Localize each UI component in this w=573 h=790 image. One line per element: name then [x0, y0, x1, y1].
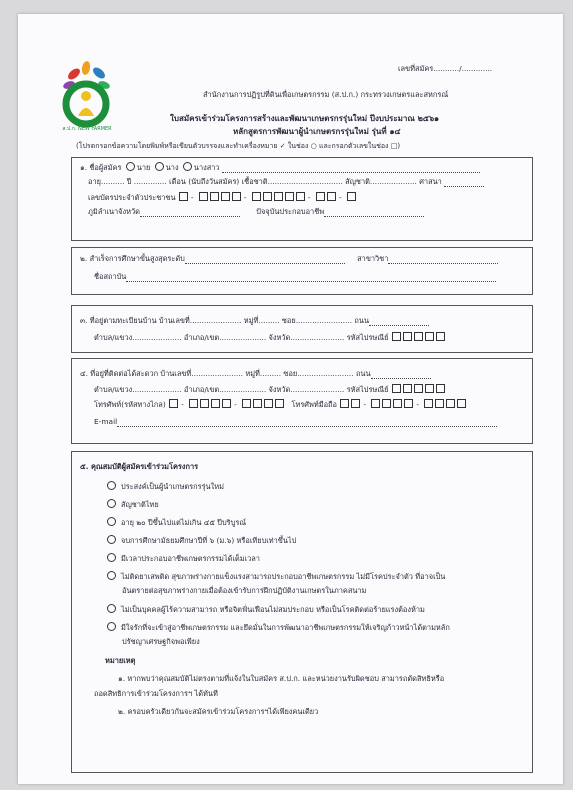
- phone-digit-box[interactable]: [211, 399, 220, 408]
- registered-road-field[interactable]: [369, 317, 429, 326]
- phone-digit-box[interactable]: [264, 399, 273, 408]
- criterion-checkbox[interactable]: [107, 481, 116, 490]
- postal-digit-box[interactable]: [414, 332, 423, 341]
- criterion-text: จบการศึกษามัธยมศึกษาปีที่ ๖ (ม.๖) หรือเทียบเท่าขึ้นไป: [121, 536, 297, 545]
- criterion-item: [105, 535, 296, 546]
- phone-row: โทรศัพท์(รหัสทางไกล) - - โทรศัพท์มือถือ - -: [94, 399, 467, 410]
- section-3-box: [71, 305, 533, 353]
- id-digit-box[interactable]: [179, 192, 188, 201]
- criterion-checkbox[interactable]: [107, 622, 116, 631]
- postal-digit-box[interactable]: [403, 384, 412, 393]
- id-digit-box[interactable]: [274, 192, 283, 201]
- phone-label: โทรศัพท์(รหัสทางไกล): [94, 400, 166, 409]
- contact-address-label: ๔. ที่อยู่ที่ติดต่อได้สะดวก บ้านเลขที่...................... หมู่ที่......... ซอย........................ ถนน: [80, 369, 371, 378]
- postal-digit-box[interactable]: [425, 332, 434, 341]
- id-digit-box[interactable]: [221, 192, 230, 201]
- criterion-item: [105, 571, 445, 582]
- id-digit-box[interactable]: [347, 192, 356, 201]
- postal-digit-box[interactable]: [392, 332, 401, 341]
- postal-digit-box[interactable]: [392, 384, 401, 393]
- qualifications-heading: ๕. คุณสมบัติผู้สมัครเข้าร่วมโครงการ: [80, 462, 199, 471]
- phone-digit-box[interactable]: [253, 399, 262, 408]
- registered-subdistrict-row: [94, 332, 446, 343]
- id-card-row: เลขบัตรประจำตัวประชาชน - - - -: [88, 192, 357, 203]
- criterion-item: [105, 517, 246, 528]
- criterion-checkbox[interactable]: [107, 571, 116, 580]
- application-form-page: [18, 14, 563, 784]
- education-label: ๒. สำเร็จการศึกษาขั้นสูงสุดระดับ: [80, 254, 185, 263]
- email-row: [94, 417, 497, 427]
- phone-digit-box[interactable]: [222, 399, 231, 408]
- email-label: E-mail: [94, 417, 118, 426]
- id-digit-box[interactable]: [199, 192, 208, 201]
- age-nationality-label: อายุ.......... ปี .............. เดือน (นับถึงวันสมัคร) เชื้อชาติ................................ สัญชาติ.................... ศาสนา: [88, 177, 442, 186]
- registered-address-row: [80, 316, 429, 326]
- phone-digit-box[interactable]: [275, 399, 284, 408]
- title-mr-label: นาย: [136, 163, 151, 172]
- occupation-label: ปัจจุบันประกอบอาชีพ: [256, 207, 325, 216]
- criterion-text: ประสงค์เป็นผู้นำเกษตรกรรุ่นใหม่: [121, 482, 224, 491]
- criterion-checkbox[interactable]: [107, 517, 116, 526]
- mobile-digit-box[interactable]: [424, 399, 433, 408]
- education-row: [80, 254, 498, 264]
- criterion-text: อายุ ๒๐ ปีขึ้นไปแต่ไม่เกิน ๔๕ ปีบริบูรณ์: [121, 518, 247, 527]
- criterion-text: สัญชาติไทย: [121, 500, 159, 509]
- hometown-row: [88, 207, 424, 217]
- criterion-item: [105, 622, 450, 633]
- criterion-text: ไม่เป็นบุคคลผู้ไร้ความสามารถ หรือจิตฟั่นเฟือนไม่สมประกอบ หรือเป็นโรคติดต่อร้ายแรงต้องห้าม: [121, 605, 425, 614]
- registered-subdistrict-label: ตำบล/แขวง..................... อำเภอ/เขต.................... จังหวัด....................... รหัสไปรษณีย์: [94, 333, 389, 342]
- mobile-digit-box[interactable]: [404, 399, 413, 408]
- id-digit-box[interactable]: [232, 192, 241, 201]
- criterion-item: [105, 604, 425, 615]
- institution-field[interactable]: [126, 273, 496, 282]
- note-1: ๑. หากพบว่าคุณสมบัติไม่ตรงตามที่แจ้งในใบสมัคร ส.ป.ก. และหน่วยงานรับผิดชอบ สามารถตัดสิทธิหรือ: [118, 674, 445, 683]
- mobile-digit-box[interactable]: [393, 399, 402, 408]
- institution-row: [94, 272, 496, 282]
- criterion-item: [105, 553, 260, 564]
- postal-digit-box[interactable]: [414, 384, 423, 393]
- form-title: ใบสมัครเข้าร่วมโครงการสร้างและพัฒนาเกษตรกรรุ่นใหม่ ปีงบประมาณ ๒๕๖๑: [170, 114, 440, 123]
- age-row: [88, 177, 484, 187]
- id-digit-box[interactable]: [285, 192, 294, 201]
- phone-digit-box[interactable]: [189, 399, 198, 408]
- major-field[interactable]: [388, 255, 498, 264]
- note-2: ๒. ครอบครัวเดียวกันจะสมัครเข้าร่วมโครงการฯได้เพียงคนเดียว: [118, 707, 319, 716]
- postal-digit-box[interactable]: [436, 332, 445, 341]
- applicant-name-label: ๑. ชื่อผู้สมัคร: [80, 163, 122, 172]
- title-mr-radio[interactable]: [126, 162, 135, 171]
- title-mrs-label: นาง: [165, 163, 179, 172]
- contact-subdistrict-label: ตำบล/แขวง..................... อำเภอ/เขต.................... จังหวัด....................... รหัสไปรษณีย์: [94, 385, 389, 394]
- mobile-digit-box[interactable]: [340, 399, 349, 408]
- applicant-name-field[interactable]: [222, 164, 480, 173]
- mobile-digit-box[interactable]: [351, 399, 360, 408]
- contact-road-field[interactable]: [371, 370, 431, 379]
- postal-digit-box[interactable]: [436, 384, 445, 393]
- institution-label: ชื่อสถาบัน: [94, 272, 127, 281]
- occupation-field[interactable]: [324, 208, 424, 217]
- criterion-checkbox[interactable]: [107, 604, 116, 613]
- postal-digit-box[interactable]: [403, 332, 412, 341]
- phone-digit-box[interactable]: [169, 399, 178, 408]
- id-digit-box[interactable]: [252, 192, 261, 201]
- title-miss-label: นางสาว: [193, 163, 220, 172]
- mobile-digit-box[interactable]: [446, 399, 455, 408]
- contact-address-row: [80, 369, 431, 379]
- logo-caption: ส.ป.ก. NEW FARMER: [62, 126, 112, 132]
- id-digit-box[interactable]: [210, 192, 219, 201]
- mobile-label: โทรศัพท์มือถือ: [291, 400, 337, 409]
- id-digit-box[interactable]: [327, 192, 336, 201]
- agency-line: สำนักงานการปฏิรูปที่ดินเพื่อเกษตรกรรม (ส.ป.ก.) กระทรวงเกษตรและสหกรณ์: [203, 90, 449, 99]
- email-field[interactable]: [117, 418, 497, 427]
- id-digit-box[interactable]: [263, 192, 272, 201]
- hometown-field[interactable]: [140, 208, 240, 217]
- postal-digit-box[interactable]: [425, 384, 434, 393]
- mobile-digit-box[interactable]: [371, 399, 380, 408]
- id-digit-box[interactable]: [316, 192, 325, 201]
- form-subtitle: หลักสูตรการพัฒนาผู้นำเกษตรกรรุ่นใหม่ รุ่นที่ ๑๔: [233, 127, 401, 136]
- religion-field[interactable]: [444, 178, 484, 187]
- phone-digit-box[interactable]: [242, 399, 251, 408]
- mobile-digit-box[interactable]: [382, 399, 391, 408]
- hometown-label: ภูมิลำเนาจังหวัด: [88, 207, 140, 216]
- note-1-continuation: ถอดสิทธิการเข้าร่วมโครงการฯ ได้ทันที: [94, 689, 218, 698]
- major-label: สาขาวิชา: [357, 254, 389, 263]
- criterion-text: มีใจรักที่จะเข้าสู่อาชีพเกษตรกรรม และยึดมั่นในการพัฒนาอาชีพเกษตรกรรมให้เจริญก้าวหน้าได้ตามหลัก: [121, 623, 450, 632]
- criterion-item: [105, 499, 159, 510]
- criterion-checkbox[interactable]: [107, 499, 116, 508]
- registered-address-label: ๓. ที่อยู่ตามทะเบียนบ้าน บ้านเลขที่...................... หมู่ที่......... ซอย........................ ถนน: [80, 316, 370, 325]
- id-digit-box[interactable]: [296, 192, 305, 201]
- criterion-checkbox[interactable]: [107, 535, 116, 544]
- criterion-text: ไม่ติดยาเสพติด สุขภาพร่างกายแข็งแรงสามารถประกอบอาชีพเกษตรกรรม ไม่มีโรคประจำตัว ที่อาจเป็น: [121, 572, 446, 581]
- phone-digit-box[interactable]: [200, 399, 209, 408]
- contact-subdistrict-row: [94, 384, 446, 395]
- applicant-name-row: [80, 162, 480, 173]
- criterion-item: [105, 481, 224, 492]
- instruction-line: (โปรดกรอกข้อความโดยพิมพ์หรือเขียนตัวบรรจงและทำเครื่องหมาย ✓ ในช่อง ○ และกรอกตัวเลขในช่อง □): [76, 142, 401, 150]
- criterion-text: มีเวลาประกอบอาชีพเกษตรกรรมได้เต็มเวลา: [121, 554, 260, 563]
- criterion-continuation: ปรัชญาเศรษฐกิจพอเพียง: [122, 637, 200, 646]
- title-miss-radio[interactable]: [183, 162, 192, 171]
- criterion-continuation: อันตรายต่อสุขภาพร่างกายเมื่อต้องเข้ารับการฝึกปฏิบัติงานเกษตรในภาคสนาม: [122, 586, 367, 595]
- alro-logo: [56, 60, 118, 136]
- education-field[interactable]: [185, 255, 345, 264]
- mobile-digit-box[interactable]: [457, 399, 466, 408]
- criterion-checkbox[interactable]: [107, 553, 116, 562]
- application-number: เลขที่สมัคร.........../.............: [398, 64, 493, 73]
- title-mrs-radio[interactable]: [155, 162, 164, 171]
- id-card-label: เลขบัตรประจำตัวประชาชน: [88, 193, 176, 202]
- note-heading: หมายเหตุ: [105, 656, 136, 665]
- mobile-digit-box[interactable]: [435, 399, 444, 408]
